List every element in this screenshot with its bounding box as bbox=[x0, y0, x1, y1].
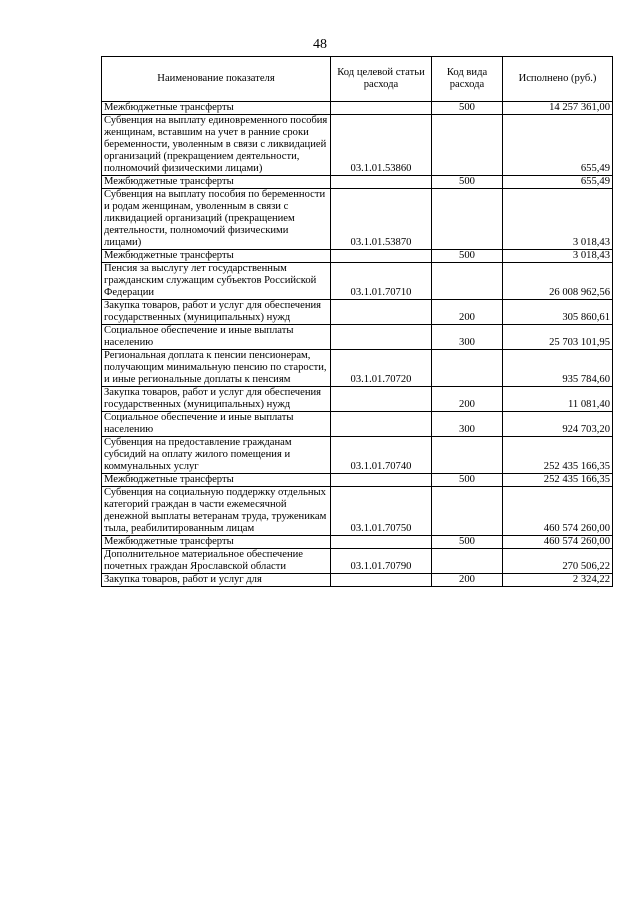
row-target-code-cell: 03.1.01.70790 bbox=[331, 549, 432, 574]
row-target-code-cell bbox=[331, 574, 432, 587]
row-expense-type-cell: 500 bbox=[432, 102, 503, 115]
table-row bbox=[102, 437, 613, 474]
row-name-cell: Межбюджетные трансферты bbox=[102, 176, 331, 189]
row-amount-cell: 3 018,43 bbox=[503, 189, 613, 250]
row-target-code-cell bbox=[331, 176, 432, 189]
page-number: 48 bbox=[313, 37, 327, 52]
table-row bbox=[102, 263, 613, 300]
row-amount-cell: 924 703,20 bbox=[503, 412, 613, 437]
row-name-cell: Межбюджетные трансферты bbox=[102, 102, 331, 115]
row-expense-type-cell: 200 bbox=[432, 574, 503, 587]
row-expense-type-cell: 500 bbox=[432, 250, 503, 263]
row-amount-cell: 26 008 962,56 bbox=[503, 263, 613, 300]
table-body bbox=[102, 102, 613, 587]
table-row bbox=[102, 189, 613, 250]
row-target-code-cell bbox=[331, 102, 432, 115]
column-header-expense-type: Код вида расхода bbox=[432, 57, 503, 102]
row-expense-type-cell bbox=[432, 437, 503, 474]
row-target-code-cell: 03.1.01.70720 bbox=[331, 350, 432, 387]
row-expense-type-cell bbox=[432, 115, 503, 176]
column-header-executed: Исполнено (руб.) bbox=[503, 57, 613, 102]
row-name-cell: Субвенция на выплату единовременного пособия женщинам, вставшим на учет в ранние сроки беременности, уволенным в связи с ликвидацией организаций (прекращением деятельности, полномочий физическими лицами) bbox=[102, 115, 331, 176]
row-target-code-cell bbox=[331, 387, 432, 412]
row-target-code-cell: 03.1.01.70740 bbox=[331, 437, 432, 474]
row-expense-type-cell bbox=[432, 189, 503, 250]
table-row bbox=[102, 549, 613, 574]
row-name-cell: Межбюджетные трансферты bbox=[102, 536, 331, 549]
table-header-row bbox=[102, 57, 613, 102]
row-expense-type-cell: 200 bbox=[432, 387, 503, 412]
row-amount-cell: 655,49 bbox=[503, 115, 613, 176]
row-amount-cell: 935 784,60 bbox=[503, 350, 613, 387]
row-name-cell: Субвенция на выплату пособия по беременности и родам женщинам, уволенным в связи с ликвидацией организаций (прекращением деятельности, полномочий физическими лицами) bbox=[102, 189, 331, 250]
row-amount-cell: 270 506,22 bbox=[503, 549, 613, 574]
row-expense-type-cell: 500 bbox=[432, 474, 503, 487]
row-name-cell: Региональная доплата к пенсии пенсионерам, получающим минимальную пенсию по старости, и иные региональные доплаты к пенсиям bbox=[102, 350, 331, 387]
row-expense-type-cell bbox=[432, 549, 503, 574]
row-name-cell: Социальное обеспечение и иные выплаты населению bbox=[102, 325, 331, 350]
row-expense-type-cell bbox=[432, 350, 503, 387]
table-row bbox=[102, 176, 613, 189]
row-amount-cell: 460 574 260,00 bbox=[503, 487, 613, 536]
budget-execution-table bbox=[101, 56, 613, 587]
row-name-cell: Субвенция на социальную поддержку отдельных категорий граждан в части ежемесячной денежной выплаты ветеранам труда, труженикам тыла, реабилитированным лицам bbox=[102, 487, 331, 536]
row-target-code-cell bbox=[331, 300, 432, 325]
table-row bbox=[102, 387, 613, 412]
row-expense-type-cell bbox=[432, 263, 503, 300]
table-row bbox=[102, 574, 613, 587]
row-amount-cell: 305 860,61 bbox=[503, 300, 613, 325]
row-target-code-cell: 03.1.01.53870 bbox=[331, 189, 432, 250]
table-row bbox=[102, 487, 613, 536]
row-name-cell: Межбюджетные трансферты bbox=[102, 250, 331, 263]
table-row bbox=[102, 350, 613, 387]
row-name-cell: Закупка товаров, работ и услуг для bbox=[102, 574, 331, 587]
row-name-cell: Социальное обеспечение и иные выплаты населению bbox=[102, 412, 331, 437]
row-amount-cell: 14 257 361,00 bbox=[503, 102, 613, 115]
table-row bbox=[102, 300, 613, 325]
row-name-cell: Межбюджетные трансферты bbox=[102, 474, 331, 487]
row-amount-cell: 11 081,40 bbox=[503, 387, 613, 412]
row-expense-type-cell: 200 bbox=[432, 300, 503, 325]
row-name-cell: Субвенция на предоставление гражданам субсидий на оплату жилого помещения и коммунальных услуг bbox=[102, 437, 331, 474]
row-target-code-cell bbox=[331, 250, 432, 263]
table-row bbox=[102, 412, 613, 437]
row-expense-type-cell bbox=[432, 487, 503, 536]
row-target-code-cell bbox=[331, 474, 432, 487]
row-name-cell: Закупка товаров, работ и услуг для обеспечения государственных (муниципальных) нужд bbox=[102, 387, 331, 412]
row-expense-type-cell: 500 bbox=[432, 536, 503, 549]
row-expense-type-cell: 500 bbox=[432, 176, 503, 189]
row-expense-type-cell: 300 bbox=[432, 412, 503, 437]
row-amount-cell: 252 435 166,35 bbox=[503, 437, 613, 474]
table-row bbox=[102, 115, 613, 176]
table-row bbox=[102, 325, 613, 350]
column-header-target-code: Код целевой статьи расхода bbox=[331, 57, 432, 102]
row-name-cell: Дополнительное материальное обеспечение почетных граждан Ярославской области bbox=[102, 549, 331, 574]
row-amount-cell: 25 703 101,95 bbox=[503, 325, 613, 350]
column-header-name: Наименование показателя bbox=[102, 57, 331, 102]
row-amount-cell: 3 018,43 bbox=[503, 250, 613, 263]
row-name-cell: Закупка товаров, работ и услуг для обеспечения государственных (муниципальных) нужд bbox=[102, 300, 331, 325]
table-row bbox=[102, 102, 613, 115]
row-target-code-cell: 03.1.01.53860 bbox=[331, 115, 432, 176]
row-target-code-cell bbox=[331, 412, 432, 437]
row-amount-cell: 655,49 bbox=[503, 176, 613, 189]
row-amount-cell: 252 435 166,35 bbox=[503, 474, 613, 487]
table-row bbox=[102, 250, 613, 263]
table-row bbox=[102, 474, 613, 487]
row-amount-cell: 2 324,22 bbox=[503, 574, 613, 587]
row-target-code-cell bbox=[331, 536, 432, 549]
row-amount-cell: 460 574 260,00 bbox=[503, 536, 613, 549]
table-row bbox=[102, 536, 613, 549]
row-name-cell: Пенсия за выслугу лет государственным гражданским служащим субъектов Российской Федерации bbox=[102, 263, 331, 300]
row-target-code-cell: 03.1.01.70750 bbox=[331, 487, 432, 536]
row-target-code-cell: 03.1.01.70710 bbox=[331, 263, 432, 300]
row-expense-type-cell: 300 bbox=[432, 325, 503, 350]
row-target-code-cell bbox=[331, 325, 432, 350]
